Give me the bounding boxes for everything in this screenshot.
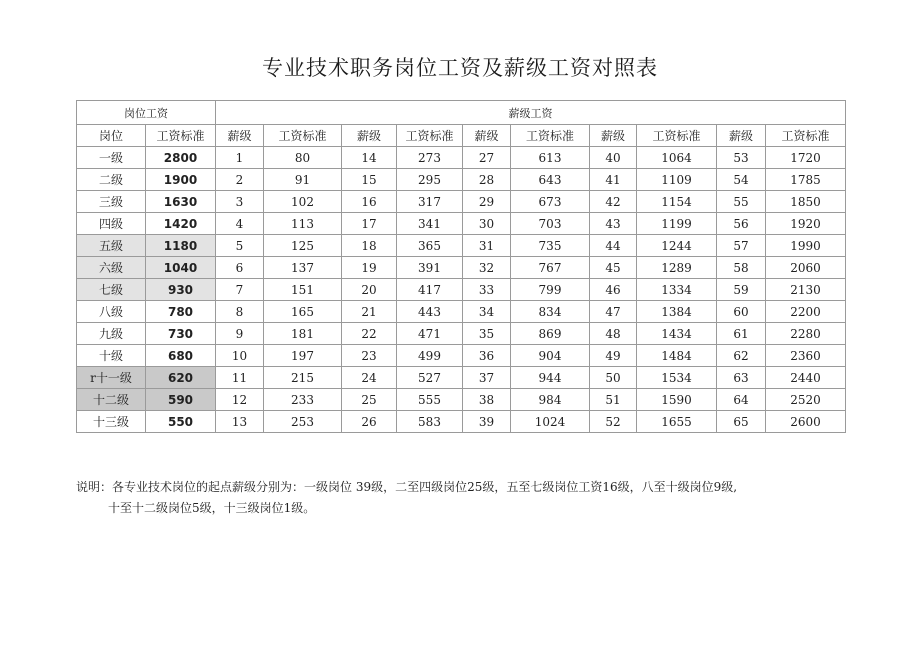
header-scale: 薪级	[717, 125, 766, 147]
scale-wage-cell: 1199	[637, 213, 717, 235]
note-line-1: 说明：各专业技术岗位的起点薪级分别为：一级岗位 39级，二至四级岗位25级，五至七级岗位工资16级，八至十级岗位9级,	[76, 480, 738, 494]
table-row	[77, 389, 846, 411]
post-wage-cell: 550	[146, 411, 216, 433]
post-wage-cell: 1630	[146, 191, 216, 213]
scale-grade-cell: 56	[717, 213, 766, 235]
post-wage-cell: 930	[146, 279, 216, 301]
table-row	[77, 301, 846, 323]
scale-grade-cell: 8	[216, 301, 264, 323]
scale-wage-cell: 391	[397, 257, 463, 279]
scale-wage-cell: 1384	[637, 301, 717, 323]
scale-grade-cell: 44	[590, 235, 637, 257]
scale-wage-cell: 869	[511, 323, 590, 345]
scale-grade-cell: 16	[342, 191, 397, 213]
scale-grade-cell: 36	[463, 345, 511, 367]
table-row	[77, 235, 846, 257]
scale-grade-cell: 18	[342, 235, 397, 257]
scale-wage-cell: 80	[264, 147, 342, 169]
scale-wage-cell: 643	[511, 169, 590, 191]
scale-wage-cell: 1655	[637, 411, 717, 433]
scale-grade-cell: 15	[342, 169, 397, 191]
scale-grade-cell: 40	[590, 147, 637, 169]
scale-grade-cell: 29	[463, 191, 511, 213]
post-wage-cell: 1040	[146, 257, 216, 279]
header-scale: 薪级	[216, 125, 264, 147]
scale-grade-cell: 47	[590, 301, 637, 323]
header-standard: 工资标准	[511, 125, 590, 147]
scale-grade-cell: 12	[216, 389, 264, 411]
scale-grade-cell: 35	[463, 323, 511, 345]
scale-grade-cell: 3	[216, 191, 264, 213]
post-level-cell: 七级	[77, 279, 146, 301]
header-scale-group: 薪级工资	[216, 101, 846, 125]
scale-grade-cell: 30	[463, 213, 511, 235]
scale-grade-cell: 22	[342, 323, 397, 345]
scale-wage-cell: 113	[264, 213, 342, 235]
table-row	[77, 257, 846, 279]
post-level-cell: 一级	[77, 147, 146, 169]
scale-grade-cell: 5	[216, 235, 264, 257]
table-row	[77, 169, 846, 191]
scale-wage-cell: 1990	[766, 235, 846, 257]
scale-grade-cell: 45	[590, 257, 637, 279]
scale-grade-cell: 11	[216, 367, 264, 389]
scale-wage-cell: 1064	[637, 147, 717, 169]
scale-wage-cell: 125	[264, 235, 342, 257]
post-level-cell: 八级	[77, 301, 146, 323]
scale-wage-cell: 799	[511, 279, 590, 301]
scale-wage-cell: 471	[397, 323, 463, 345]
scale-wage-cell: 1334	[637, 279, 717, 301]
scale-wage-cell: 2440	[766, 367, 846, 389]
post-wage-cell: 2800	[146, 147, 216, 169]
scale-wage-cell: 443	[397, 301, 463, 323]
scale-wage-cell: 984	[511, 389, 590, 411]
scale-wage-cell: 904	[511, 345, 590, 367]
scale-wage-cell: 1534	[637, 367, 717, 389]
scale-wage-cell: 1154	[637, 191, 717, 213]
post-level-cell: 九级	[77, 323, 146, 345]
scale-grade-cell: 31	[463, 235, 511, 257]
post-wage-cell: 1180	[146, 235, 216, 257]
salary-table	[76, 100, 846, 433]
table-row	[77, 279, 846, 301]
scale-wage-cell: 165	[264, 301, 342, 323]
post-level-cell: 五级	[77, 235, 146, 257]
scale-grade-cell: 24	[342, 367, 397, 389]
scale-wage-cell: 2600	[766, 411, 846, 433]
scale-grade-cell: 4	[216, 213, 264, 235]
scale-wage-cell: 1484	[637, 345, 717, 367]
scale-grade-cell: 42	[590, 191, 637, 213]
post-wage-cell: 730	[146, 323, 216, 345]
scale-grade-cell: 2	[216, 169, 264, 191]
scale-grade-cell: 37	[463, 367, 511, 389]
scale-grade-cell: 52	[590, 411, 637, 433]
scale-grade-cell: 43	[590, 213, 637, 235]
scale-grade-cell: 55	[717, 191, 766, 213]
scale-wage-cell: 583	[397, 411, 463, 433]
scale-wage-cell: 137	[264, 257, 342, 279]
scale-grade-cell: 32	[463, 257, 511, 279]
table-row	[77, 411, 846, 433]
post-wage-cell: 780	[146, 301, 216, 323]
post-level-cell: 六级	[77, 257, 146, 279]
table-row	[77, 147, 846, 169]
scale-wage-cell: 2520	[766, 389, 846, 411]
scale-grade-cell: 26	[342, 411, 397, 433]
table-row	[77, 323, 846, 345]
header-standard: 工资标准	[637, 125, 717, 147]
scale-grade-cell: 51	[590, 389, 637, 411]
scale-wage-cell: 703	[511, 213, 590, 235]
scale-grade-cell: 53	[717, 147, 766, 169]
scale-grade-cell: 25	[342, 389, 397, 411]
post-wage-cell: 1420	[146, 213, 216, 235]
explanation-note	[76, 477, 737, 519]
scale-grade-cell: 63	[717, 367, 766, 389]
post-level-cell: 十二级	[77, 389, 146, 411]
scale-wage-cell: 1024	[511, 411, 590, 433]
post-level-cell: 十级	[77, 345, 146, 367]
scale-wage-cell: 273	[397, 147, 463, 169]
scale-grade-cell: 28	[463, 169, 511, 191]
scale-wage-cell: 2200	[766, 301, 846, 323]
header-standard: 工资标准	[146, 125, 216, 147]
header-standard: 工资标准	[397, 125, 463, 147]
scale-wage-cell: 673	[511, 191, 590, 213]
scale-grade-cell: 46	[590, 279, 637, 301]
scale-wage-cell: 215	[264, 367, 342, 389]
scale-grade-cell: 19	[342, 257, 397, 279]
scale-wage-cell: 2060	[766, 257, 846, 279]
post-level-cell: 四级	[77, 213, 146, 235]
note-line-2: 十至十二级岗位5级，十三级岗位1级。	[108, 501, 316, 515]
header-post-group: 岗位工资	[77, 101, 216, 125]
scale-wage-cell: 317	[397, 191, 463, 213]
scale-grade-cell: 21	[342, 301, 397, 323]
scale-grade-cell: 1	[216, 147, 264, 169]
scale-wage-cell: 341	[397, 213, 463, 235]
scale-wage-cell: 365	[397, 235, 463, 257]
scale-wage-cell: 91	[264, 169, 342, 191]
scale-grade-cell: 7	[216, 279, 264, 301]
scale-grade-cell: 50	[590, 367, 637, 389]
post-wage-cell: 1900	[146, 169, 216, 191]
scale-grade-cell: 65	[717, 411, 766, 433]
scale-grade-cell: 54	[717, 169, 766, 191]
post-wage-cell: 680	[146, 345, 216, 367]
header-standard: 工资标准	[766, 125, 846, 147]
scale-grade-cell: 39	[463, 411, 511, 433]
table-row	[77, 367, 846, 389]
scale-wage-cell: 253	[264, 411, 342, 433]
scale-wage-cell: 1785	[766, 169, 846, 191]
table-row	[77, 213, 846, 235]
scale-wage-cell: 1434	[637, 323, 717, 345]
scale-wage-cell: 1289	[637, 257, 717, 279]
scale-grade-cell: 27	[463, 147, 511, 169]
scale-grade-cell: 14	[342, 147, 397, 169]
post-level-cell: 三级	[77, 191, 146, 213]
header-scale: 薪级	[463, 125, 511, 147]
table-row	[77, 345, 846, 367]
scale-grade-cell: 57	[717, 235, 766, 257]
scale-wage-cell: 735	[511, 235, 590, 257]
page-title: 专业技术职务岗位工资及薪级工资对照表	[262, 56, 658, 80]
scale-grade-cell: 17	[342, 213, 397, 235]
scale-wage-cell: 2130	[766, 279, 846, 301]
scale-grade-cell: 49	[590, 345, 637, 367]
scale-grade-cell: 60	[717, 301, 766, 323]
scale-grade-cell: 48	[590, 323, 637, 345]
scale-grade-cell: 64	[717, 389, 766, 411]
scale-wage-cell: 834	[511, 301, 590, 323]
scale-wage-cell: 527	[397, 367, 463, 389]
scale-grade-cell: 6	[216, 257, 264, 279]
header-post: 岗位	[77, 125, 146, 147]
scale-grade-cell: 59	[717, 279, 766, 301]
scale-wage-cell: 295	[397, 169, 463, 191]
post-wage-cell: 590	[146, 389, 216, 411]
scale-grade-cell: 61	[717, 323, 766, 345]
table-row	[77, 191, 846, 213]
scale-wage-cell: 2280	[766, 323, 846, 345]
scale-wage-cell: 197	[264, 345, 342, 367]
scale-wage-cell: 181	[264, 323, 342, 345]
scale-wage-cell: 102	[264, 191, 342, 213]
scale-wage-cell: 1720	[766, 147, 846, 169]
scale-wage-cell: 1850	[766, 191, 846, 213]
scale-wage-cell: 1109	[637, 169, 717, 191]
post-level-cell: r十一级	[77, 367, 146, 389]
scale-grade-cell: 10	[216, 345, 264, 367]
scale-grade-cell: 13	[216, 411, 264, 433]
header-scale: 薪级	[342, 125, 397, 147]
scale-wage-cell: 1244	[637, 235, 717, 257]
scale-wage-cell: 151	[264, 279, 342, 301]
post-wage-cell: 620	[146, 367, 216, 389]
post-level-cell: 二级	[77, 169, 146, 191]
scale-grade-cell: 33	[463, 279, 511, 301]
scale-wage-cell: 2360	[766, 345, 846, 367]
post-level-cell: 十三级	[77, 411, 146, 433]
scale-wage-cell: 1920	[766, 213, 846, 235]
scale-wage-cell: 613	[511, 147, 590, 169]
scale-grade-cell: 23	[342, 345, 397, 367]
header-scale: 薪级	[590, 125, 637, 147]
scale-grade-cell: 62	[717, 345, 766, 367]
header-standard: 工资标准	[264, 125, 342, 147]
scale-wage-cell: 233	[264, 389, 342, 411]
scale-wage-cell: 767	[511, 257, 590, 279]
scale-grade-cell: 38	[463, 389, 511, 411]
scale-wage-cell: 499	[397, 345, 463, 367]
scale-grade-cell: 34	[463, 301, 511, 323]
scale-wage-cell: 944	[511, 367, 590, 389]
scale-grade-cell: 58	[717, 257, 766, 279]
scale-grade-cell: 20	[342, 279, 397, 301]
scale-grade-cell: 41	[590, 169, 637, 191]
scale-wage-cell: 1590	[637, 389, 717, 411]
scale-grade-cell: 9	[216, 323, 264, 345]
scale-wage-cell: 417	[397, 279, 463, 301]
scale-wage-cell: 555	[397, 389, 463, 411]
